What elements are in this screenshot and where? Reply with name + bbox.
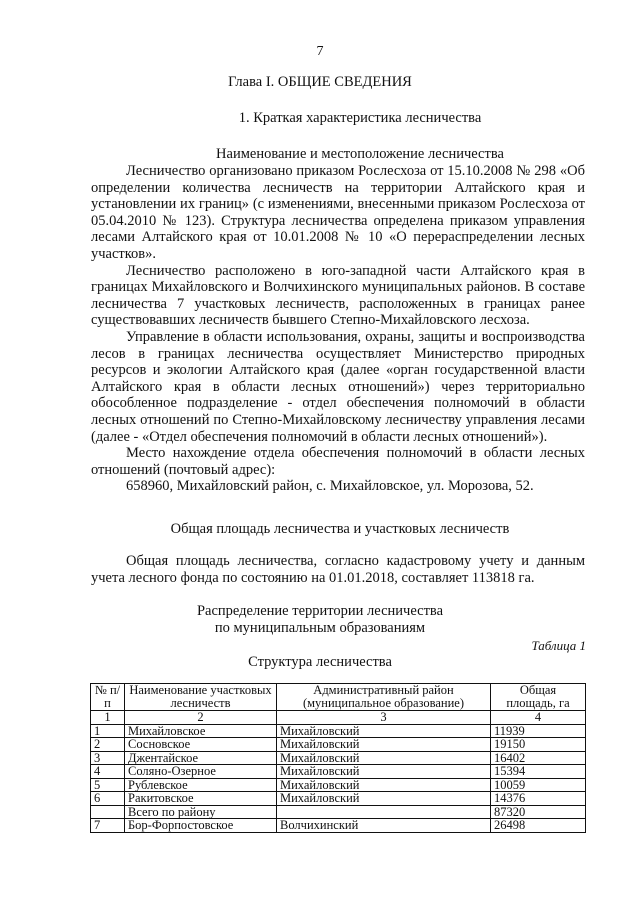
table-subtotal-row (91, 805, 586, 819)
area-heading: Общая площадь лесничества и участковых лесничеств (170, 521, 510, 537)
table-row (91, 792, 586, 806)
table-title: Структура лесничества (248, 654, 392, 670)
header-cell-number: № п/п (91, 684, 125, 711)
table-header-row (91, 684, 586, 711)
district-name: Волчихинский (277, 819, 491, 833)
row-number: 2 (91, 738, 125, 752)
page-number: 7 (316, 44, 324, 59)
row-number: 5 (91, 778, 125, 792)
area-value: 19150 (491, 738, 586, 752)
district-name: Михайловский (277, 738, 491, 752)
table-row (91, 724, 586, 738)
row-number: 4 (91, 765, 125, 779)
chapter-title: Глава I. ОБЩИЕ СВЕДЕНИЯ (228, 74, 412, 90)
forestry-structure-table (90, 683, 586, 833)
subtotal-value: 87320 (491, 805, 586, 819)
district-name: Михайловский (277, 724, 491, 738)
district-name: Михайловский (277, 751, 491, 765)
row-number: 7 (91, 819, 125, 833)
header-cell-name: Наименование участковых лесничеств (125, 684, 277, 711)
forestry-name: Рублевское (125, 778, 277, 792)
forestry-name: Михайловское (125, 724, 277, 738)
distribution-heading-2: по муниципальным образованиям (214, 620, 426, 636)
header-cell-area: Общая площадь, га (491, 684, 586, 711)
forestry-name: Ракитовское (125, 792, 277, 806)
table-row (91, 778, 586, 792)
district-name (277, 805, 491, 819)
row-number: 3 (91, 751, 125, 765)
distribution-heading: Распределение территории лесничества (196, 603, 444, 619)
row-number (91, 805, 125, 819)
header-cell-district: Административный район (муниципальное образование) (277, 684, 491, 711)
area-value: 16402 (491, 751, 586, 765)
postal-address: 658960, Михайловский район, с. Михайловское, ул. Морозова, 52. (126, 478, 534, 495)
area-value: 11939 (491, 724, 586, 738)
index-cell: 3 (277, 711, 491, 725)
paragraph: Общая площадь лесничества, согласно кадастровому учету и данным учета лесного фонда по состоянию на 01.01.2018, составляет 113818 га. (91, 553, 585, 586)
district-name: Михайловский (277, 778, 491, 792)
district-name: Михайловский (277, 765, 491, 779)
row-number: 1 (91, 724, 125, 738)
section-title: 1. Краткая характеристика лесничества (238, 110, 482, 126)
table-label: Таблица 1 (531, 638, 586, 653)
table-row (91, 751, 586, 765)
paragraph: Лесничество организовано приказом Рослесхоза от 15.10.2008 № 298 «Об определении количества лесничеств на территории Алтайского края и установлении их границ» (с изменениями, внесенными приказом Рослесхоза от 05.04.2010 № 123). Структура лесничества определена приказом управления лесами Алтайского края от 10.01.2008 № 10 «О перераспределении лесных участков». (91, 163, 585, 262)
table-row (91, 819, 586, 833)
area-value: 15394 (491, 765, 586, 779)
paragraph: Место нахождение отдела обеспечения полномочий в области лесных отношений (почтовый адрес): (91, 445, 585, 478)
area-value: 14376 (491, 792, 586, 806)
area-text (91, 553, 585, 586)
index-cell: 2 (125, 711, 277, 725)
forestry-name: Сосновское (125, 738, 277, 752)
area-value: 10059 (491, 778, 586, 792)
table-index-row (91, 711, 586, 725)
table-row (91, 765, 586, 779)
paragraph: Лесничество расположено в юго-западной части Алтайского края в границах Михайловского и Волчихинского муниципальных районов. В составе лесничества 7 участковых лесничеств, расположенных в границах ранее существовавших лесничеств бывшего Степно-Михайловского лесхоза. (91, 262, 585, 329)
forestry-name: Соляно-Озерное (125, 765, 277, 779)
subtotal-label: Всего по району (125, 805, 277, 819)
table-row (91, 738, 586, 752)
subsection-heading: Наименование и местоположение лесничества (216, 146, 504, 162)
index-cell: 4 (491, 711, 586, 725)
forestry-name: Бор-Форпостовское (125, 819, 277, 833)
forestry-name: Джентайское (125, 751, 277, 765)
district-name: Михайловский (277, 792, 491, 806)
row-number: 6 (91, 792, 125, 806)
area-value: 26498 (491, 819, 586, 833)
body-text (91, 163, 585, 495)
paragraph: Управление в области использования, охраны, защиты и воспроизводства лесов в границах лесничества осуществляет Министерство природных ресурсов и экологии Алтайского края (далее «орган государственной власти Алтайского края в области лесных отношений») через территориально обособленное подразделение - отдел обеспечения полномочий в области лесных отношений по Степно-Михайловскому лесничеству управления лесами (далее - «Отдел обеспечения полномочий в области лесных отношений»). (91, 328, 585, 445)
index-cell: 1 (91, 711, 125, 725)
